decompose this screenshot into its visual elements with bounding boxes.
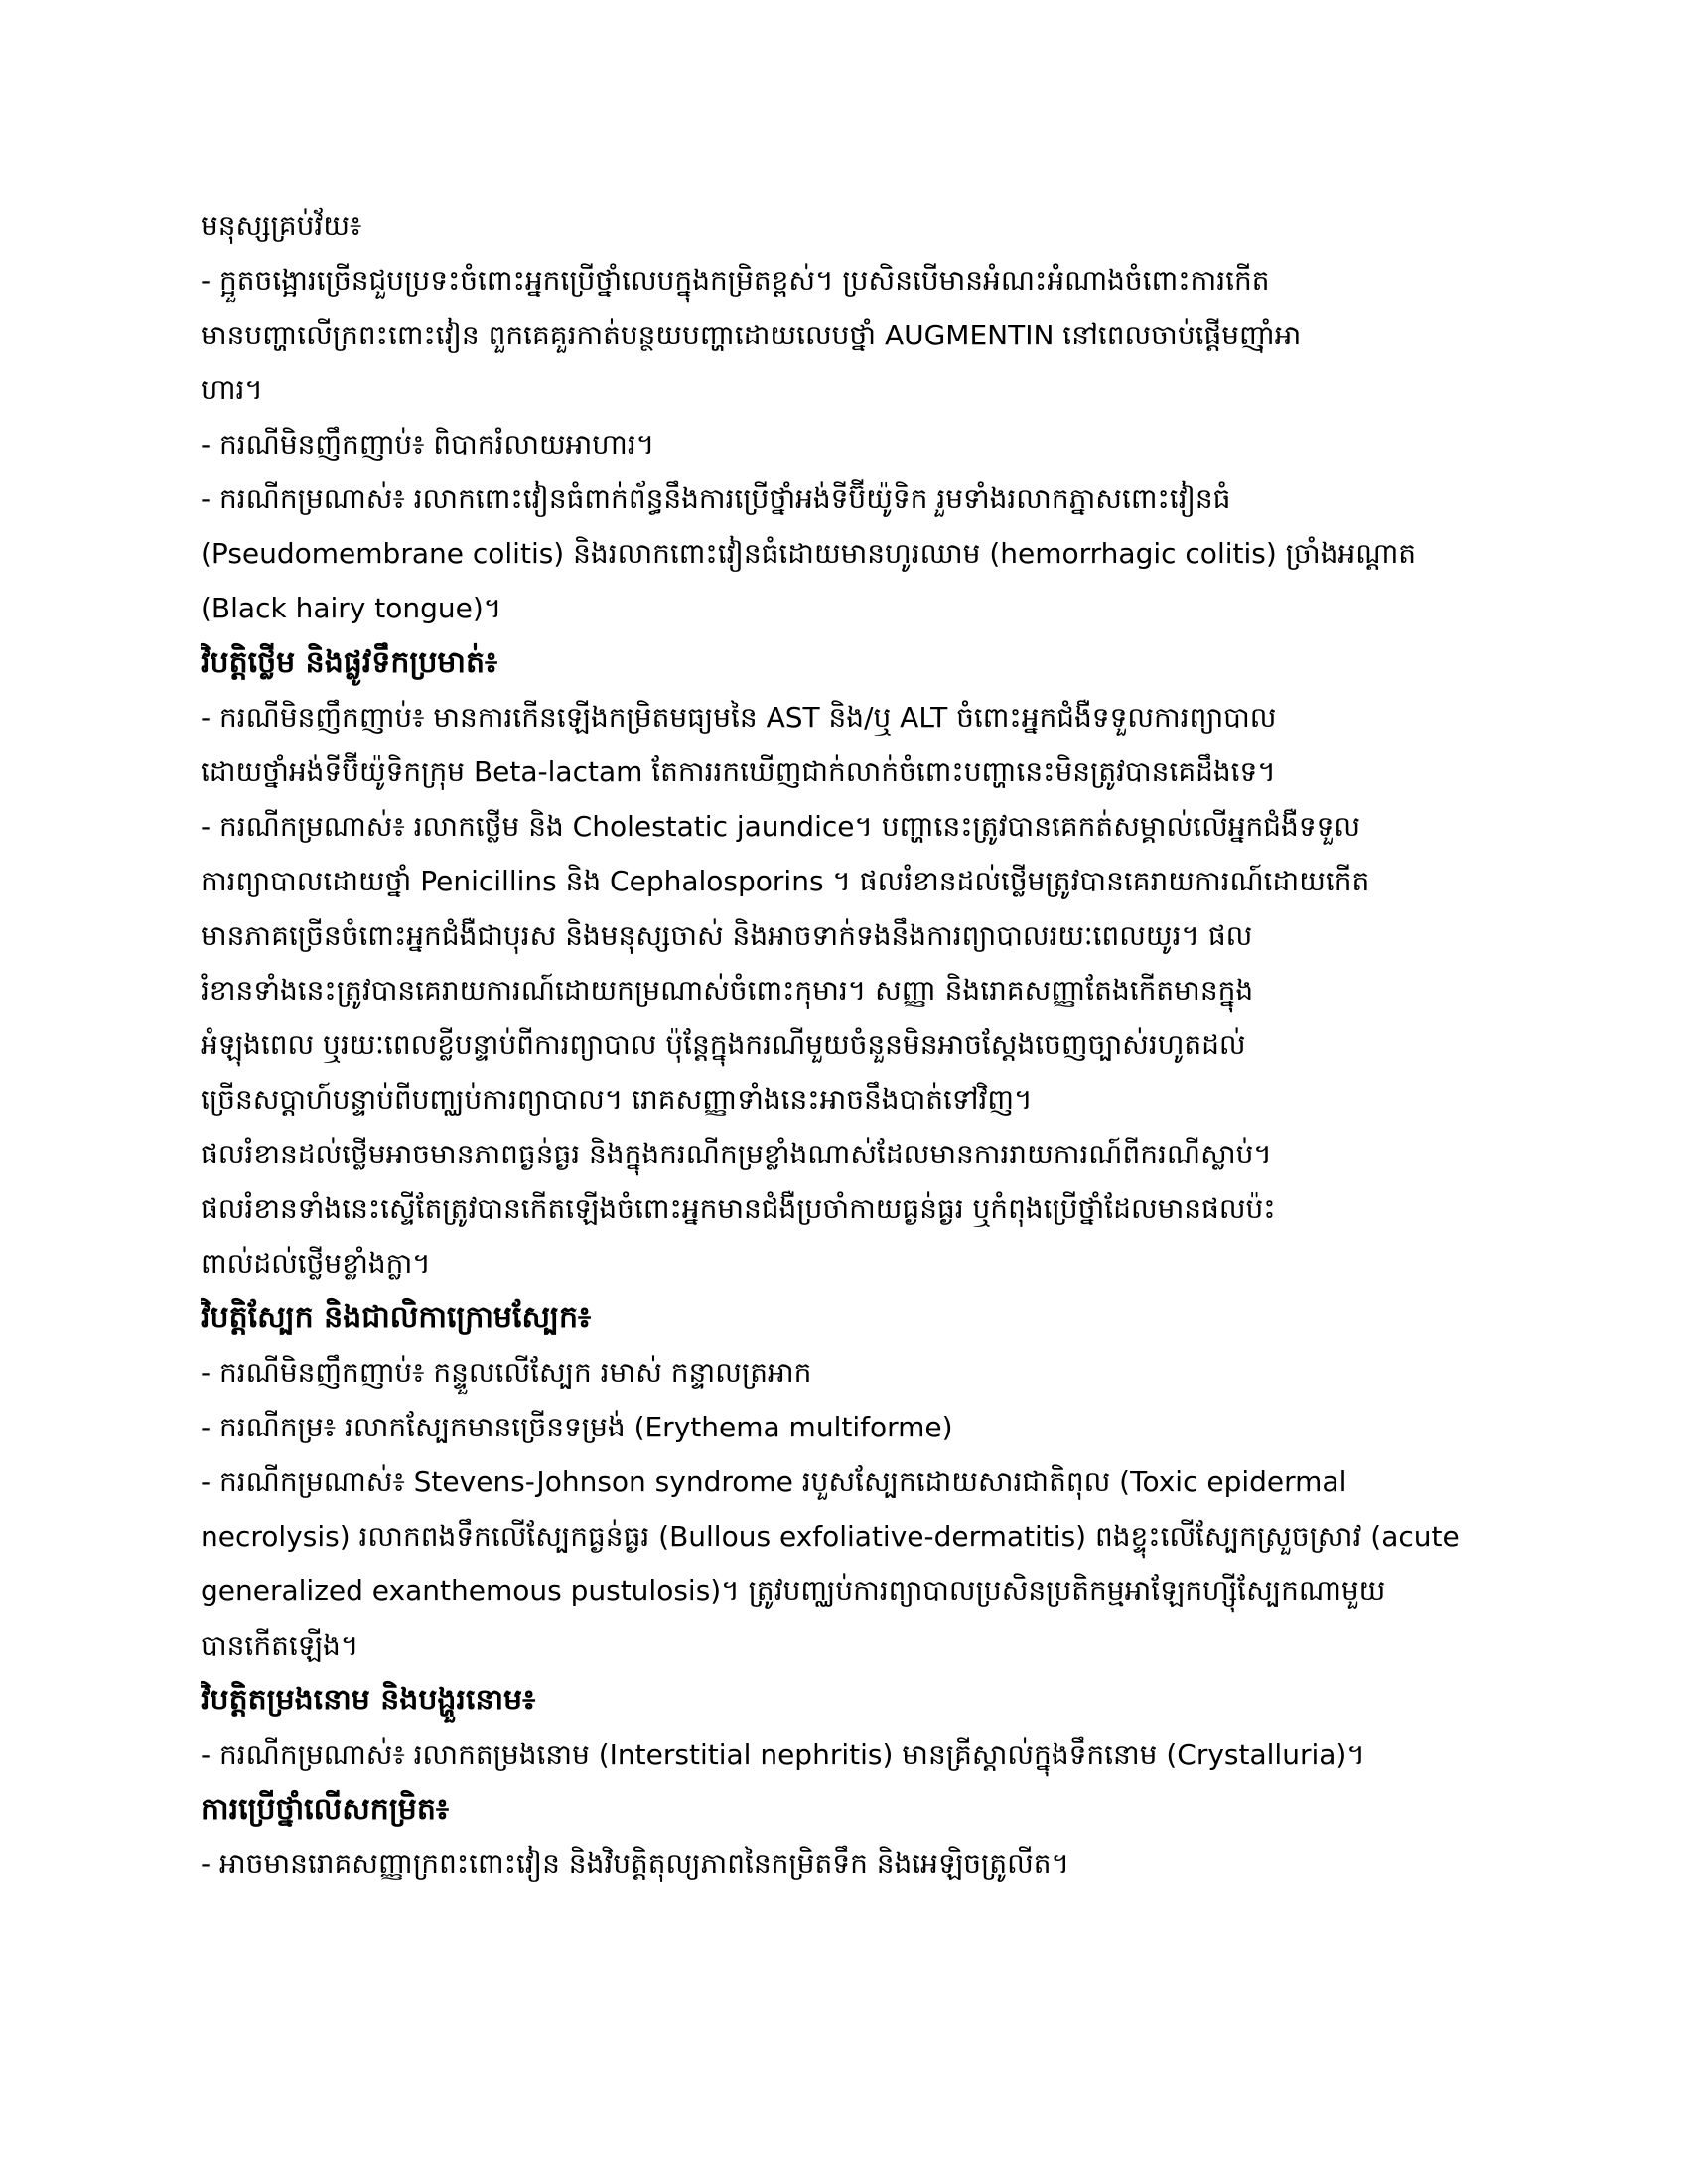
text-line: - ករណីមិនញឹកញាប់៖ កន្ទួលលើស្បែក រមាស់ កន្ទាលត្រអាក (201, 1356, 812, 1389)
text-line: ការព្យាបាលដោយថ្នាំ Penicillins និង Cephalosporins ។ ផលរំខានដល់ថ្លើមត្រូវបានគេរាយការណ៍ដោយកើត (201, 865, 1370, 897)
text-line: - ករណីកម្រណាស់៖ រលាកពោះវៀនធំពាក់ព័ន្ធនឹងការប្រើថ្នាំអង់ទីប៊ីយ៉ូទិក រួមទាំងរលាកភ្នាសពោះវៀនធំ (201, 482, 1231, 515)
text-line: ផលរំខានទាំងនេះស្ទើតែត្រូវបានកើតឡើងចំពោះអ្នកមានជំងឺប្រចាំកាយធ្ងន់ធ្ងរ ឬកំពុងប្រើថ្នាំដែលមានផលប៉ះ (201, 1192, 1276, 1225)
text-line: (Pseudomembrane colitis) និងរលាកពោះវៀនធំដោយមានហូរឈាម (hemorrhagic colitis) ច្រាំងអណ្តាត (201, 537, 1417, 570)
text-line: - ករណីកម្រណាស់៖ រលាកតម្រងនោម (Interstitial nephritis) មានគ្រីស្តាល់ក្នុងទឹកនោម (Crystalluria)។ (201, 1738, 1365, 1771)
text-line: មនុស្សគ្រប់វ័យ៖ (201, 209, 362, 242)
section-heading-overdose: ការប្រើថ្នាំលើសកម្រិត៖ (201, 1792, 450, 1827)
text-line: អំឡុងពេល ឬរយៈពេលខ្លីបន្ទាប់ពីការព្យាបាល ប៉ុន្តែក្នុងករណីមួយចំនួនមិនអាចស្តែងចេញច្បាស់រហូតដល់ (201, 1028, 1246, 1061)
text-line: necrolysis) រលាកពងទឹកលើស្បែកធ្ងន់ធ្ងរ (Bullous exfoliative-dermatitis) ពងខ្ទុះលើស្បែកស្រួចស្រាវ (acute (201, 1520, 1460, 1553)
text-line: ដោយថ្នាំអង់ទីប៊ីយ៉ូទិកក្រុម Beta-lactam តែការរកឃើញជាក់លាក់ចំពោះបញ្ហានេះមិនត្រូវបានគេដឹងទេ។ (201, 755, 1276, 788)
text-line: បានកើតឡើង។ (201, 1629, 359, 1662)
text-line: - ករណីមិនញឹកញាប់៖ ពិបាករំលាយអាហារ។ (201, 428, 655, 461)
text-line: - ករណីកម្រណាស់៖ Stevens-Johnson syndrome របួសស្បែកដោយសារជាតិពុល (Toxic epidermal (201, 1465, 1347, 1498)
text-line: (Black hairy tongue)។ (201, 592, 502, 624)
text-line: មានបញ្ហាលើក្រពះពោះវៀន ពួកគេគួរកាត់បន្ថយបញ្ហាដោយលេបថ្នាំ AUGMENTIN នៅពេលចាប់ផ្តើមញ៉ាំអា (201, 319, 1302, 351)
text-line: - ករណីកម្រ៖ រលាកស្បែកមានច្រើនទម្រង់ (Erythema multiforme) (201, 1411, 953, 1443)
text-line: - ក្អួតចង្អោរច្រើនជួបប្រទះចំពោះអ្នកប្រើថ្នាំលេបក្នុងកម្រិតខ្ពស់។ ប្រសិនបើមានអំណះអំណាងចំពោះការកើត (201, 264, 1270, 297)
section-heading-kidney: វិបត្តិតម្រងនោម និងបង្ហួរនោម៖ (201, 1683, 536, 1717)
text-line: ផលរំខានដល់ថ្លើមអាចមានភាពធ្ងន់ធ្ងរ និងក្នុងករណីកម្រខ្លាំងណាស់ដែលមានការរាយការណ៍ពីករណីស្លាប់។ (201, 1138, 1272, 1170)
text-line: រំខានទាំងនេះត្រូវបានគេរាយការណ៍ដោយកម្រណាស់ចំពោះកុមារ។ សញ្ញា និងរោគសញ្ញាតែងកើតមានក្នុង (201, 974, 1254, 1007)
text-line: ហារ។ (201, 373, 263, 406)
text-line: ច្រើនសប្តាហ៍បន្ទាប់ពីបញ្ឈប់ការព្យាបាល។ រោគសញ្ញាទាំងនេះអាចនឹងបាត់ទៅវិញ។ (201, 1083, 1033, 1116)
text-line: មានភាគច្រើនចំពោះអ្នកជំងឺជាបុរស និងមនុស្សចាស់ និងអាចទាក់ទងនឹងការព្យាបាលរយៈពេលយូរ។ ផល (201, 919, 1253, 952)
section-heading-skin: វិបត្តិស្បែក និងជាលិកាក្រោមស្បែក៖ (201, 1300, 592, 1335)
text-line: - អាចមានរោគសញ្ញាក្រពះពោះវៀន និងវិបត្តិតុល្យភាពនៃកម្រិតទឹក និងអេឡិចត្រូលីត។ (201, 1847, 1070, 1880)
text-line: - ករណីកម្រណាស់៖ រលាកថ្លើម និង Cholestatic jaundice។ បញ្ហានេះត្រូវបានគេកត់សម្គាល់លើអ្នកជំងឺទទួល (201, 810, 1361, 843)
section-heading-liver: វិបត្តិថ្លើម និងផ្លូវទឹកប្រមាត់៖ (201, 645, 498, 680)
document-body (201, 199, 1491, 1891)
text-line: generalized exanthemous pustulosis)។ ត្រូវបញ្ឈប់ការព្យាបាលប្រសិនប្រតិកម្មអាឡែកហ្ស៊ីស្បែកណាមួយ (201, 1574, 1386, 1607)
text-line: ពាល់ដល់ថ្លើមខ្លាំងក្លា។ (201, 1247, 431, 1280)
text-line: - ករណីមិនញឹកញាប់៖ មានការកើនឡើងកម្រិតមធ្យមនៃ AST និង/ឬ ALT ចំពោះអ្នកជំងឺទទួលការព្យាបាល (201, 701, 1277, 734)
